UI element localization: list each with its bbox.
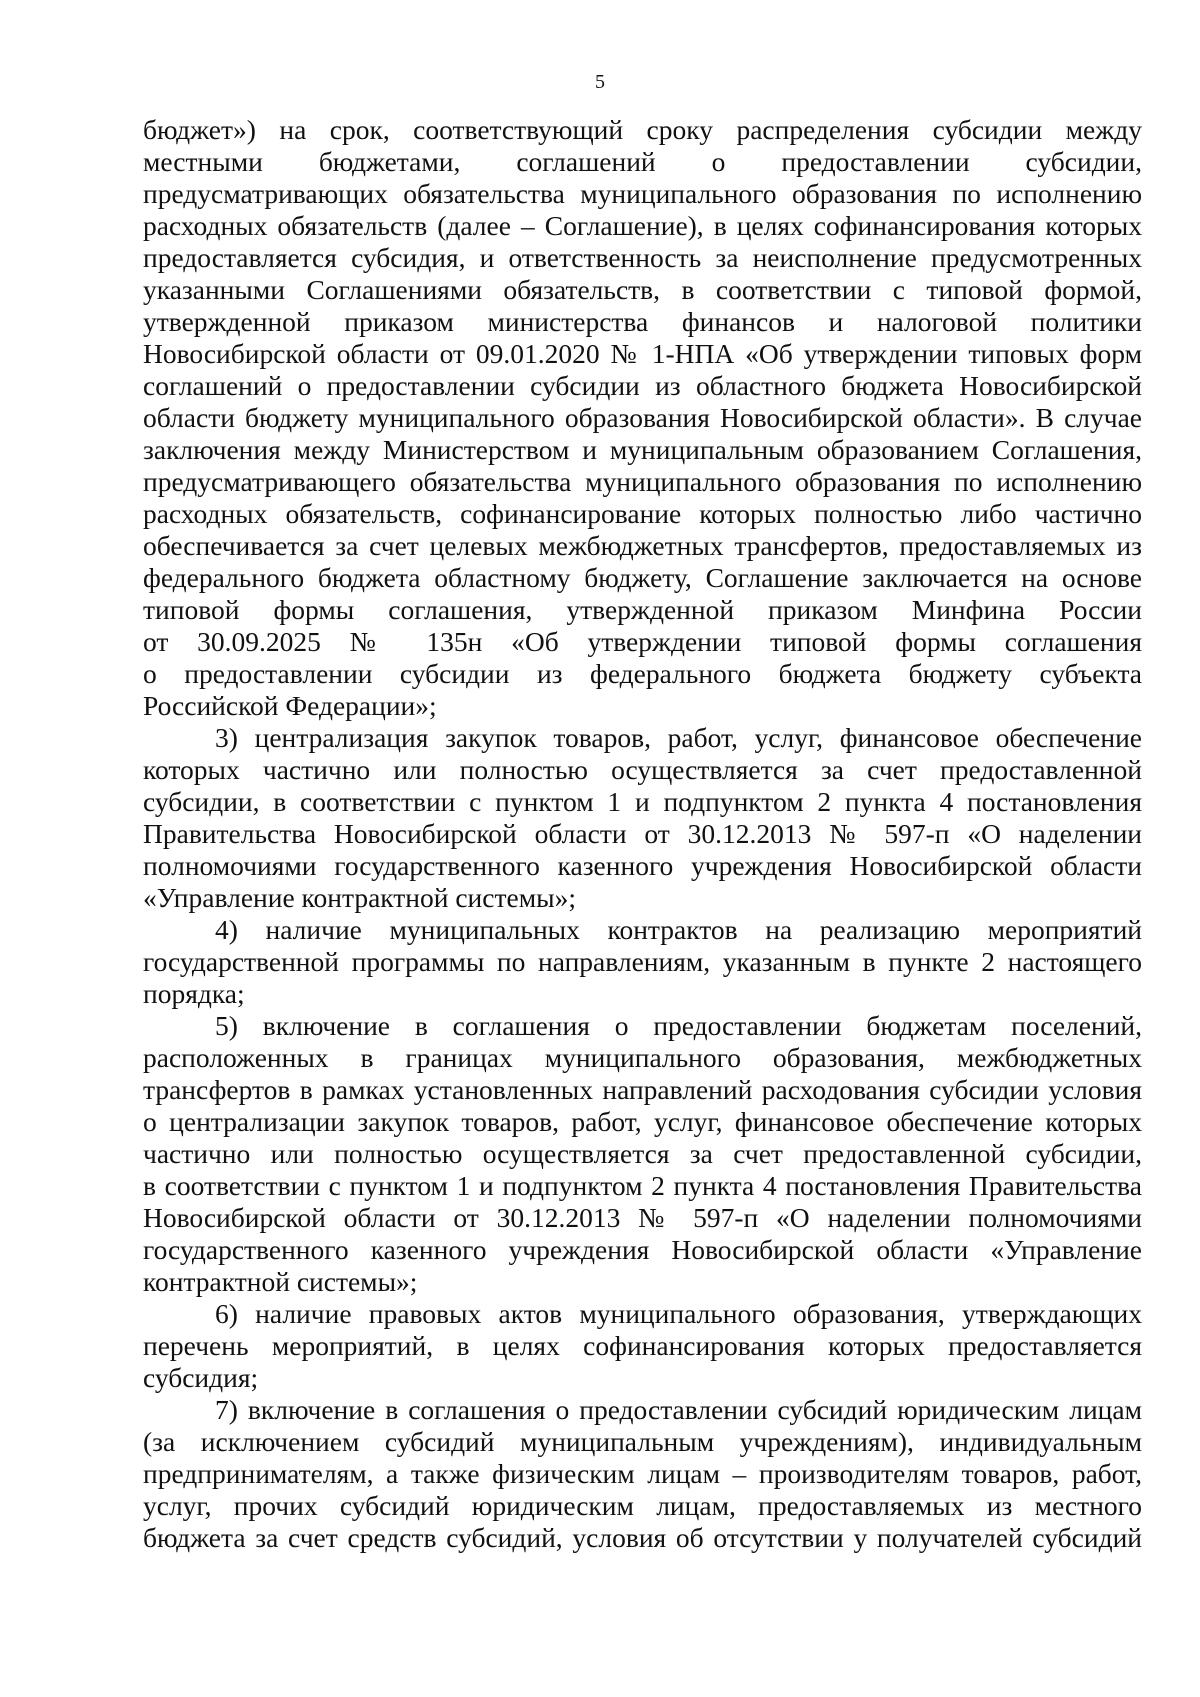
text-line: от 30.09.2025 № 135н «Об утверждении типовой формы соглашения xyxy=(143,626,1142,657)
text-line: (за исключением субсидий муниципальным учреждениям), индивидуальным xyxy=(143,1426,1142,1457)
text-line: расположенных в границах муниципального образования, межбюджетных xyxy=(143,1042,1142,1073)
text-line: заключения между Министерством и муниципальным образованием Соглашения, xyxy=(143,434,1142,465)
text-line: области бюджету муниципального образования Новосибирской области». В случае xyxy=(143,402,1142,433)
paragraph xyxy=(143,1010,1142,1298)
text-line: бюджета за счет средств субсидий, условия об отсутствии у получателей субсидий xyxy=(143,1522,1142,1553)
text-line: Правительства Новосибирской области от 30.12.2013 № 597-п «О наделении xyxy=(143,818,1142,849)
text-line: услуг, прочих субсидий юридическим лицам, предоставляемых из местного xyxy=(143,1490,1142,1521)
text-line: соглашений о предоставлении субсидии из областного бюджета Новосибирской xyxy=(143,370,1142,401)
text-line: расходных обязательств (далее – Соглашение), в целях софинансирования которых xyxy=(143,210,1142,241)
text-line: в соответствии с пунктом 1 и подпунктом 2 пункта 4 постановления Правительства xyxy=(143,1170,1142,1201)
text-line: перечень мероприятий, в целях софинансирования которых предоставляется xyxy=(143,1330,1142,1361)
text-line: которых частично или полностью осуществляется за счет предоставленной xyxy=(143,754,1142,785)
text-line: трансфертов в рамках установленных направлений расходования субсидии условия xyxy=(143,1074,1142,1105)
text-line: 5) включение в соглашения о предоставлении бюджетам поселений, xyxy=(215,1010,1142,1041)
text-line: частично или полностью осуществляется за счет предоставленной субсидии, xyxy=(143,1138,1142,1169)
text-line: расходных обязательств, софинансирование которых полностью либо частично xyxy=(143,498,1142,529)
paragraph xyxy=(143,914,1142,1010)
text-line: типовой формы соглашения, утвержденной приказом Минфина России xyxy=(143,594,1142,625)
text-line: предпринимателям, а также физическим лицам – производителям товаров, работ, xyxy=(143,1458,1142,1489)
text-line: государственной программы по направлениям, указанным в пункте 2 настоящего xyxy=(143,946,1142,977)
text-line: государственного казенного учреждения Новосибирской области «Управление xyxy=(143,1234,1142,1265)
paragraph xyxy=(143,114,1142,722)
text-line: о предоставлении субсидии из федерального бюджета бюджету субъекта xyxy=(143,658,1142,689)
text-line: обеспечивается за счет целевых межбюджетных трансфертов, предоставляемых из xyxy=(143,530,1142,561)
text-line: 4) наличие муниципальных контрактов на реализацию мероприятий xyxy=(215,914,1142,945)
text-line: предоставляется субсидия, и ответственность за неисполнение предусмотренных xyxy=(143,242,1142,273)
text-line: указанными Соглашениями обязательств, в соответствии с типовой формой, xyxy=(143,274,1142,305)
text-line: предусматривающих обязательства муниципального образования по исполнению xyxy=(143,178,1142,209)
paragraph xyxy=(143,1298,1142,1394)
text-line: субсидия; xyxy=(143,1362,259,1393)
text-line: Российской Федерации»; xyxy=(143,690,437,721)
page-number: 5 xyxy=(595,71,605,93)
document-body xyxy=(143,114,1142,1554)
text-line: контрактной системы»; xyxy=(143,1266,418,1297)
text-line: 7) включение в соглашения о предоставлении субсидий юридическим лицам xyxy=(215,1394,1142,1425)
text-line: полномочиями государственного казенного учреждения Новосибирской области xyxy=(143,850,1142,881)
text-line: 6) наличие правовых актов муниципального образования, утверждающих xyxy=(215,1298,1142,1329)
text-line: бюджет») на срок, соответствующий сроку распределения субсидии между xyxy=(143,114,1142,145)
text-line: федерального бюджета областному бюджету, Соглашение заключается на основе xyxy=(143,562,1142,593)
text-line: субсидии, в соответствии с пунктом 1 и подпунктом 2 пункта 4 постановления xyxy=(143,786,1142,817)
text-line: утвержденной приказом министерства финансов и налоговой политики xyxy=(143,306,1142,337)
text-line: о централизации закупок товаров, работ, услуг, финансовое обеспечение которых xyxy=(143,1106,1142,1137)
paragraph xyxy=(143,722,1142,914)
text-line: порядка; xyxy=(143,978,245,1009)
text-line: «Управление контрактной системы»; xyxy=(143,882,576,913)
text-line: Новосибирской области от 30.12.2013 № 597-п «О наделении полномочиями xyxy=(143,1202,1142,1233)
text-line: Новосибирской области от 09.01.2020 № 1-НПА «Об утверждении типовых форм xyxy=(143,338,1142,369)
text-line: 3) централизация закупок товаров, работ, услуг, финансовое обеспечение xyxy=(215,722,1142,753)
text-line: местными бюджетами, соглашений о предоставлении субсидии, xyxy=(143,146,1142,177)
text-line: предусматривающего обязательства муниципального образования по исполнению xyxy=(143,466,1142,497)
paragraph xyxy=(143,1394,1142,1554)
